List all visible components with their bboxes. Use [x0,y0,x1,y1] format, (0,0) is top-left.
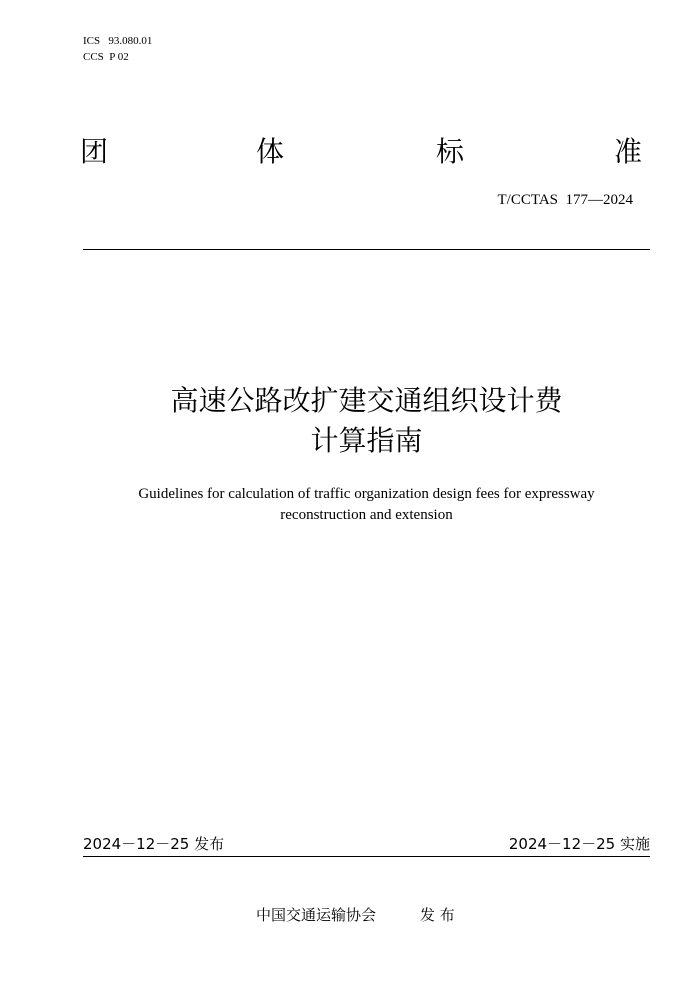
title-chinese-line-2: 计算指南 [310,424,423,457]
standard-number: T/CCTAS 177—2024 [497,192,633,208]
footer-divider [83,856,650,857]
standard-type-char-1: 团 [80,135,109,168]
publisher-name: 中国交通运输协会 [256,906,377,924]
issue-date: 2024－12－25 发布 [83,835,225,853]
title-english-line-1: Guidelines for calculation of traffic organization design fees for expressway [138,486,595,502]
title-chinese-line-1: 高速公路改扩建交通组织设计费 [170,384,563,417]
standard-type-char-2: 体 [256,135,285,168]
title-english-line-2: reconstruction and extension [280,507,453,523]
implementation-date: 2024－12－25 实施 [508,835,650,853]
ccs-code: CCS P 02 [83,51,129,63]
standard-type-char-3: 标 [436,135,465,168]
publish-label: 发 布 [420,906,455,924]
ics-code: ICS 93.080.01 [83,35,153,47]
header-divider [83,249,650,250]
standard-type-char-4: 准 [614,135,643,168]
